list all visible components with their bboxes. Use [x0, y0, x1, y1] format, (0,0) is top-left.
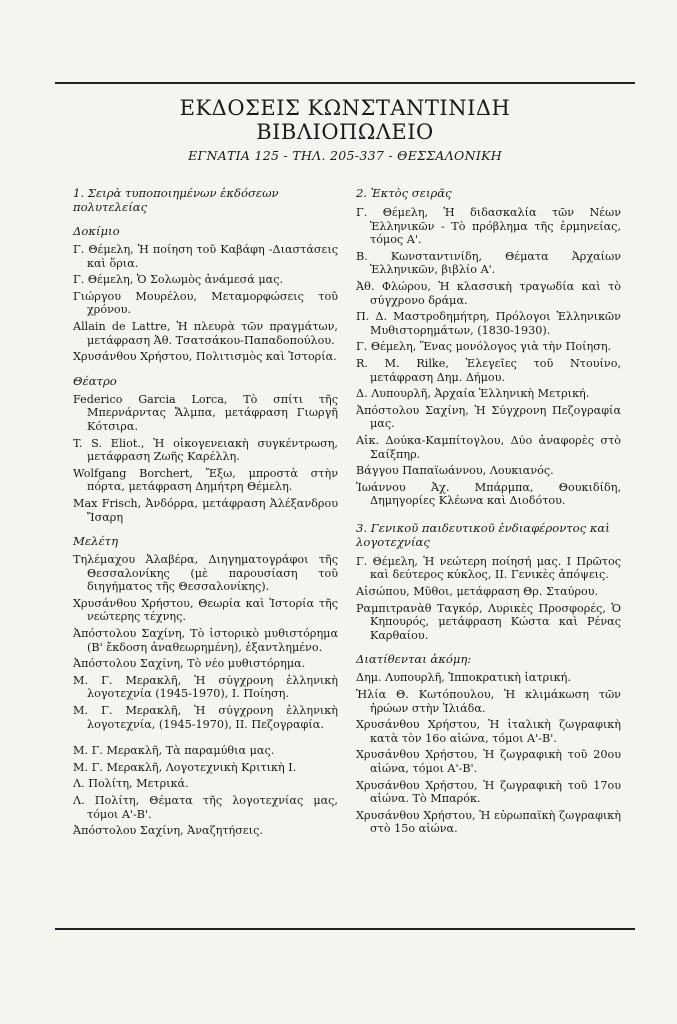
list-item: Ἀπόστολου Σαχίνη, Τὸ νέο μυθιστόρημα. — [73, 657, 306, 671]
list-item: Λ. Πολίτη, Μετρικά. — [73, 777, 189, 791]
list-item: Γιώργου Μουρέλου, Μεταμορφώσεις τοῦ χρόνου. — [73, 289, 338, 317]
section-3-list — [356, 555, 621, 643]
list-item: Federico Garcia Lorca, Τὸ σπίτι τῆς Μπερνάρντας Ἄλμπα, μετάφραση Γιωργῆ Κότσιρα. — [73, 392, 338, 433]
list-item: Γ. Θέμελη, Ἡ νεώτερη ποίησή μας. Ι Πρῶτος καὶ δεύτερος κύκλος, ΙΙ. Γενικὲς ἀπόψεις. — [356, 554, 621, 582]
list-item: Ἰωάννου Ἀχ. Μπάρμπα, Θουκιδίδη, Δημηγορίες Κλέωνα καὶ Διοδότου. — [356, 480, 621, 508]
available-list — [356, 671, 621, 836]
list-item: Ἀπόστολου Σαχίνη, Τὸ ἱστορικὸ μυθιστόρημα (Β' ἔκδοση ἀναθεωρημένη), ἐξαντλημένο. — [73, 627, 338, 654]
section-2-title: 2. Ἐκτὸς σειρᾶς — [356, 186, 452, 200]
list-item: Χρυσάνθου Χρήστου, Ἡ ζωγραφικὴ τοῦ 17ου αἰώνα. Τὸ Μπαρόκ. — [356, 778, 621, 806]
list-item: Χρυσάνθου Χρήστου, Ἡ ζωγραφικὴ τοῦ 20ου αἰώνα, τόμοι Α'-Β'. — [356, 748, 621, 775]
meleti-list — [73, 553, 338, 731]
right-column — [356, 186, 621, 841]
subsection-dokimio-title: Δοκίμιο — [73, 224, 120, 238]
list-item: Ἀπόστολου Σαχίνη, Ἀναζητήσεις. — [73, 824, 263, 838]
list-item: Δημ. Λυπουρλῆ, Ἱπποκρατικὴ ἰατρική. — [356, 671, 571, 685]
list-item: Λ. Πολίτη, Θέματα τῆς λογοτεχνίας μας, τόμοι Α'-Β'. — [73, 794, 338, 821]
list-item: Χρυσάνθου Χρήστου, Ἡ εὐρωπαϊκὴ ζωγραφικὴ στὸ 15ο αἰώνα. — [356, 808, 621, 836]
list-item: Γ. Θέμελη, Ὁ Σολωμὸς ἀνάμεσά μας. — [73, 273, 284, 287]
page-frame — [55, 82, 635, 930]
list-item: Μ. Γ. Μερακλῆ, Ἡ σύγχρονη ἑλληνικὴ λογοτεχνία, (1945-1970), ΙΙ. Πεζογραφία. — [73, 704, 338, 731]
theatro-list — [73, 393, 338, 524]
list-item: Max Frisch, Ἀνδόρρα, μετάφραση Ἀλέξανδρου Ἴσαρη — [73, 496, 338, 524]
bookshop-label: ΒΙΒΛΙΟΠΩΛΕΙΟ — [256, 120, 434, 144]
subsection-theatro-title: Θέατρο — [73, 373, 117, 388]
dokimio-list — [73, 243, 338, 364]
section-3-title: 3. Γενικοῦ παιδευτικοῦ ἐνδιαφέροντος καὶ λογοτεχνίας — [356, 520, 610, 549]
list-item: Αἰκ. Δούκα-Καμπίτογλου, Δύο ἀναφορὲς στὸ Σαίξπηρ. — [356, 433, 621, 461]
subsection-meleti-title: Μελέτη — [73, 534, 119, 549]
available-title: Διατίθενται ἀκόμη: — [356, 652, 472, 667]
list-item: Β. Κωνσταντινίδη, Θέματα Ἀρχαίων Ἑλληνικῶν, βιβλίο Α'. — [356, 249, 621, 277]
list-item: Χρυσάνθου Χρήστου, Θεωρία καὶ Ἱστορία τῆς νεώτερης τέχνης. — [73, 596, 338, 624]
catalog-columns — [73, 186, 623, 841]
list-item: Ἀπόστολου Σαχίνη, Ἡ Σύγχρονη Πεζογραφία μας. — [356, 403, 621, 431]
list-item: Μ. Γ. Μερακλῆ, Τὰ παραμύθια μας. — [73, 744, 275, 758]
list-item: Ἡλία Θ. Κωτόπουλου, Ἡ κλιμάκωση τῶν ἡρώων στὴν Ἰλιάδα. — [356, 688, 621, 715]
publisher-name: ΕΚΔΟΣΕΙΣ ΚΩΝΣΤΑΝΤΙΝΙΔΗ — [179, 96, 511, 120]
list-item: Βάγγου Παπαϊωάννου, Λουκιανός. — [356, 464, 554, 478]
list-item: Ραμπιτρανὰθ Ταγκόρ, Λυρικὲς Προσφορές, Ὁ Κηπουρός, μετάφραση Κώστα καὶ Ρένας Καρθαίου. — [356, 601, 621, 642]
publisher-header — [55, 96, 635, 163]
list-item: Μ. Γ. Μερακλῆ, Ἡ σύγχρονη ἑλληνικὴ λογοτεχνία (1945-1970), Ι. Ποίηση. — [73, 673, 338, 701]
left-column — [73, 186, 338, 841]
list-item: Ἀθ. Φλώρου, Ἡ κλασσικὴ τραγωδία καὶ τὸ σύγχρονο δράμα. — [356, 279, 621, 307]
list-item: Χρυσάνθου Χρήστου, Πολιτισμὸς καὶ Ἱστορία. — [73, 350, 337, 364]
section-2-list — [356, 206, 621, 508]
more-list — [73, 744, 338, 838]
list-item: Αἰσώπου, Μῦθοι, μετάφραση Θρ. Σταύρου. — [356, 585, 599, 599]
list-item: Γ. Θέμελη, Ἡ ποίηση τοῦ Καβάφη -Διαστάσεις καὶ ὅρια. — [73, 243, 338, 270]
list-item: Γ. Θέμελη, Ἕνας μονόλογος γιὰ τὴν Ποίηση. — [356, 340, 612, 354]
list-item: Τηλέμαχου Ἀλαβέρα, Διηγηματογράφοι τῆς Θεσσαλονίκης (μὲ παρουσίαση τοῦ διηγήματος τῆς Θεσσαλονίκης). — [73, 553, 338, 594]
list-item: Χρυσάνθου Χρήστου, Ἡ ἰταλικὴ ζωγραφικὴ κατὰ τὸν 16ο αἰώνα, τόμοι Α'-Β'. — [356, 718, 621, 745]
list-item: Wolfgang Borchert, Ἔξω, μπροστὰ στὴν πόρτα, μετάφραση Δημήτρη Θέμελη. — [73, 466, 338, 494]
list-item: Π. Δ. Μαστροδημήτρη, Πρόλογοι Ἑλληνικῶν Μυθιστορημάτων, (1830-1930). — [356, 310, 621, 337]
list-item: Μ. Γ. Μερακλῆ, Λογοτεχνικὴ Κριτικὴ Ι. — [73, 760, 297, 774]
list-item: Δ. Λυπουρλῆ, Ἀρχαία Ἑλληνικὴ Μετρική. — [356, 387, 590, 401]
list-item: T. S. Eliot., Ἡ οἰκογενειακὴ συγκέντρωση, μετάφραση Ζωῆς Καρέλλη. — [73, 436, 338, 464]
list-item: Γ. Θέμελη, Ἡ διδασκαλία τῶν Νέων Ἑλληνικῶν - Τὸ πρόβλημα τῆς ἑρμηνείας, τόμος Α'. — [356, 206, 621, 247]
list-item: R. M. Rilke, Ἐλεγεῖες τοῦ Ντουίνο, μετάφραση Δημ. Δήμου. — [356, 356, 621, 384]
address-line: ΕΓΝΑΤΙΑ 125 - ΤΗΛ. 205-337 - ΘΕΣΣΑΛΟΝΙΚΗ — [188, 148, 502, 163]
section-1-title: 1. Σειρὰ τυποποιημένων ἐκδόσεων πολυτελείας — [73, 186, 279, 214]
list-item: Allain de Lattre, Ἡ πλευρὰ τῶν πραγμάτων, μετάφραση Ἀθ. Τσατσάκου-Παπαδοπούλου. — [73, 319, 338, 347]
